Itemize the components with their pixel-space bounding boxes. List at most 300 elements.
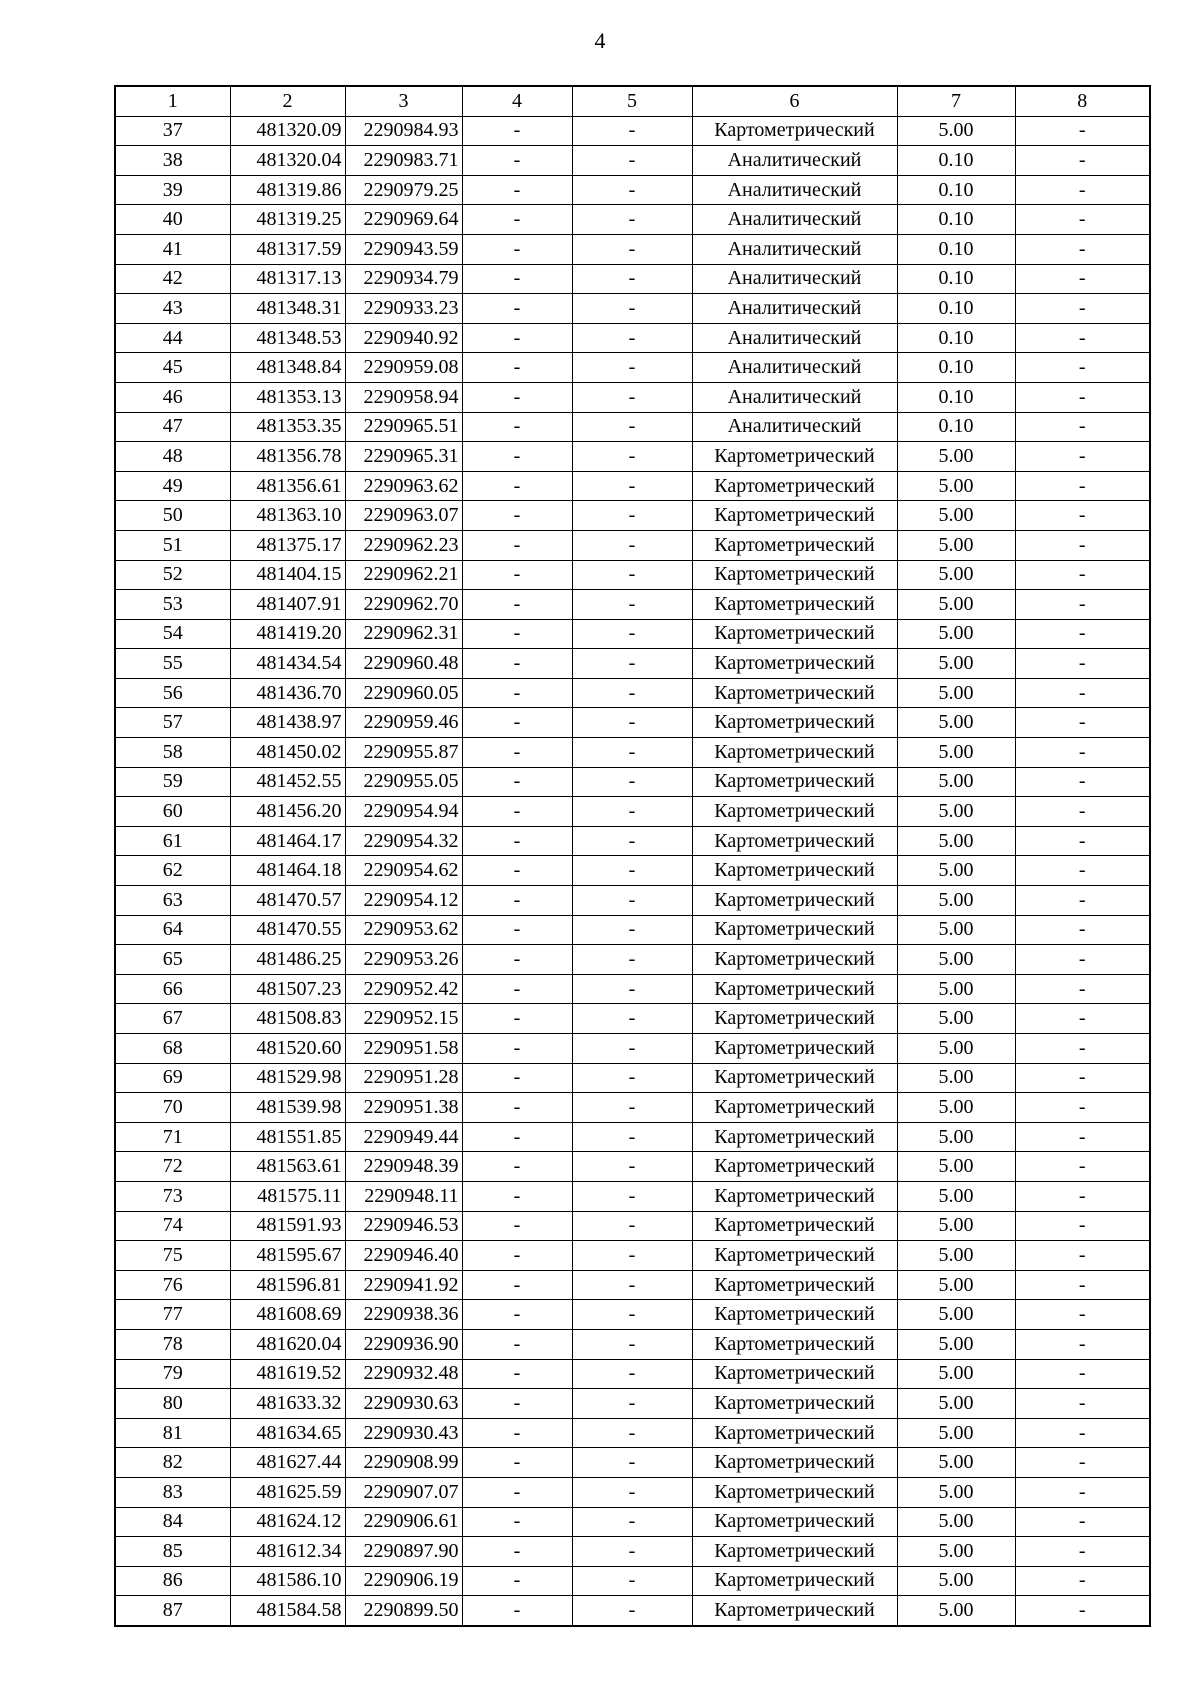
- table-row: [115, 708, 1150, 738]
- y-coordinate-cell: 2290969.64: [345, 205, 462, 235]
- x-coordinate-cell: 481595.67: [230, 1241, 345, 1271]
- col4-cell: -: [462, 382, 572, 412]
- y-coordinate-cell: 2290907.07: [345, 1477, 462, 1507]
- method-cell: Картометрический: [692, 1004, 897, 1034]
- col8-cell: -: [1015, 1152, 1150, 1182]
- col8-cell: -: [1015, 1093, 1150, 1123]
- col8-cell: -: [1015, 471, 1150, 501]
- table-row: [115, 1241, 1150, 1271]
- table-header-row: [115, 86, 1150, 116]
- col8-cell: -: [1015, 1122, 1150, 1152]
- accuracy-cell: 5.00: [897, 767, 1015, 797]
- x-coordinate-cell: 481434.54: [230, 649, 345, 679]
- method-cell: Картометрический: [692, 1093, 897, 1123]
- table-row: [115, 471, 1150, 501]
- y-coordinate-cell: 2290960.05: [345, 678, 462, 708]
- accuracy-cell: 5.00: [897, 856, 1015, 886]
- col5-cell: -: [572, 1241, 692, 1271]
- table-row: [115, 826, 1150, 856]
- table-row: [115, 530, 1150, 560]
- method-cell: Картометрический: [692, 1211, 897, 1241]
- method-cell: Картометрический: [692, 530, 897, 560]
- table-row: [115, 974, 1150, 1004]
- method-cell: Картометрический: [692, 1566, 897, 1596]
- col4-cell: -: [462, 886, 572, 916]
- col5-cell: -: [572, 1596, 692, 1626]
- col8-cell: -: [1015, 530, 1150, 560]
- col4-cell: -: [462, 1063, 572, 1093]
- x-coordinate-cell: 481539.98: [230, 1093, 345, 1123]
- col4-cell: -: [462, 471, 572, 501]
- table-row: [115, 116, 1150, 146]
- y-coordinate-cell: 2290951.38: [345, 1093, 462, 1123]
- x-coordinate-cell: 481508.83: [230, 1004, 345, 1034]
- x-coordinate-cell: 481596.81: [230, 1270, 345, 1300]
- col5-cell: -: [572, 886, 692, 916]
- x-coordinate-cell: 481586.10: [230, 1566, 345, 1596]
- x-coordinate-cell: 481317.59: [230, 234, 345, 264]
- point-number-cell: 51: [115, 530, 230, 560]
- col5-cell: -: [572, 678, 692, 708]
- table-row: [115, 1448, 1150, 1478]
- y-coordinate-cell: 2290962.23: [345, 530, 462, 560]
- accuracy-cell: 5.00: [897, 1122, 1015, 1152]
- x-coordinate-cell: 481608.69: [230, 1300, 345, 1330]
- point-number-cell: 46: [115, 382, 230, 412]
- point-number-cell: 65: [115, 945, 230, 975]
- y-coordinate-cell: 2290946.40: [345, 1241, 462, 1271]
- col8-cell: -: [1015, 323, 1150, 353]
- col8-cell: -: [1015, 945, 1150, 975]
- y-coordinate-cell: 2290979.25: [345, 175, 462, 205]
- method-cell: Картометрический: [692, 1181, 897, 1211]
- method-cell: Картометрический: [692, 590, 897, 620]
- x-coordinate-cell: 481520.60: [230, 1034, 345, 1064]
- col4-cell: -: [462, 323, 572, 353]
- y-coordinate-cell: 2290953.26: [345, 945, 462, 975]
- col4-cell: -: [462, 1211, 572, 1241]
- col4-cell: -: [462, 175, 572, 205]
- col8-cell: -: [1015, 1034, 1150, 1064]
- x-coordinate-cell: 481470.57: [230, 886, 345, 916]
- table-row: [115, 767, 1150, 797]
- y-coordinate-cell: 2290948.39: [345, 1152, 462, 1182]
- col5-cell: -: [572, 1477, 692, 1507]
- table-row: [115, 1507, 1150, 1537]
- x-coordinate-cell: 481563.61: [230, 1152, 345, 1182]
- accuracy-cell: 5.00: [897, 619, 1015, 649]
- y-coordinate-cell: 2290930.63: [345, 1389, 462, 1419]
- method-cell: Аналитический: [692, 294, 897, 324]
- y-coordinate-cell: 2290954.94: [345, 797, 462, 827]
- method-cell: Картометрический: [692, 1152, 897, 1182]
- col5-cell: -: [572, 1122, 692, 1152]
- col4-cell: -: [462, 116, 572, 146]
- y-coordinate-cell: 2290936.90: [345, 1329, 462, 1359]
- col8-cell: -: [1015, 826, 1150, 856]
- column-header-6: 6: [692, 86, 897, 116]
- col8-cell: -: [1015, 797, 1150, 827]
- col4-cell: -: [462, 1448, 572, 1478]
- x-coordinate-cell: 481375.17: [230, 530, 345, 560]
- method-cell: Картометрический: [692, 471, 897, 501]
- accuracy-cell: 5.00: [897, 1004, 1015, 1034]
- method-cell: Картометрический: [692, 797, 897, 827]
- point-number-cell: 53: [115, 590, 230, 620]
- y-coordinate-cell: 2290899.50: [345, 1596, 462, 1626]
- method-cell: Аналитический: [692, 353, 897, 383]
- table-row: [115, 1418, 1150, 1448]
- method-cell: Картометрический: [692, 1359, 897, 1389]
- col8-cell: -: [1015, 1004, 1150, 1034]
- table-row: [115, 886, 1150, 916]
- col4-cell: -: [462, 974, 572, 1004]
- col8-cell: -: [1015, 678, 1150, 708]
- col5-cell: -: [572, 649, 692, 679]
- method-cell: Картометрический: [692, 974, 897, 1004]
- accuracy-cell: 5.00: [897, 886, 1015, 916]
- point-number-cell: 68: [115, 1034, 230, 1064]
- point-number-cell: 56: [115, 678, 230, 708]
- y-coordinate-cell: 2290946.53: [345, 1211, 462, 1241]
- method-cell: Картометрический: [692, 678, 897, 708]
- col5-cell: -: [572, 1181, 692, 1211]
- col5-cell: -: [572, 1093, 692, 1123]
- col5-cell: -: [572, 264, 692, 294]
- col5-cell: -: [572, 590, 692, 620]
- column-header-3: 3: [345, 86, 462, 116]
- column-header-2: 2: [230, 86, 345, 116]
- y-coordinate-cell: 2290954.62: [345, 856, 462, 886]
- table-row: [115, 1359, 1150, 1389]
- point-number-cell: 75: [115, 1241, 230, 1271]
- point-number-cell: 61: [115, 826, 230, 856]
- accuracy-cell: 5.00: [897, 974, 1015, 1004]
- accuracy-cell: 5.00: [897, 116, 1015, 146]
- method-cell: Аналитический: [692, 205, 897, 235]
- method-cell: Аналитический: [692, 175, 897, 205]
- col5-cell: -: [572, 471, 692, 501]
- method-cell: Картометрический: [692, 1389, 897, 1419]
- x-coordinate-cell: 481319.86: [230, 175, 345, 205]
- column-header-4: 4: [462, 86, 572, 116]
- col5-cell: -: [572, 797, 692, 827]
- col5-cell: -: [572, 560, 692, 590]
- col4-cell: -: [462, 767, 572, 797]
- point-number-cell: 49: [115, 471, 230, 501]
- x-coordinate-cell: 481464.18: [230, 856, 345, 886]
- method-cell: Картометрический: [692, 442, 897, 472]
- col4-cell: -: [462, 945, 572, 975]
- method-cell: Картометрический: [692, 1270, 897, 1300]
- point-number-cell: 41: [115, 234, 230, 264]
- col5-cell: -: [572, 1063, 692, 1093]
- col4-cell: -: [462, 1241, 572, 1271]
- x-coordinate-cell: 481319.25: [230, 205, 345, 235]
- y-coordinate-cell: 2290965.31: [345, 442, 462, 472]
- point-number-cell: 58: [115, 738, 230, 768]
- accuracy-cell: 5.00: [897, 1566, 1015, 1596]
- col4-cell: -: [462, 856, 572, 886]
- col8-cell: -: [1015, 1418, 1150, 1448]
- method-cell: Картометрический: [692, 1418, 897, 1448]
- method-cell: Картометрический: [692, 1448, 897, 1478]
- table-row: [115, 797, 1150, 827]
- column-header-8: 8: [1015, 86, 1150, 116]
- accuracy-cell: 0.10: [897, 234, 1015, 264]
- accuracy-cell: 5.00: [897, 501, 1015, 531]
- point-number-cell: 64: [115, 915, 230, 945]
- point-number-cell: 84: [115, 1507, 230, 1537]
- x-coordinate-cell: 481353.13: [230, 382, 345, 412]
- point-number-cell: 79: [115, 1359, 230, 1389]
- col4-cell: -: [462, 146, 572, 176]
- col4-cell: -: [462, 501, 572, 531]
- col4-cell: -: [462, 1477, 572, 1507]
- y-coordinate-cell: 2290948.11: [345, 1181, 462, 1211]
- accuracy-cell: 5.00: [897, 1270, 1015, 1300]
- table-row: [115, 1537, 1150, 1567]
- col5-cell: -: [572, 974, 692, 1004]
- col4-cell: -: [462, 826, 572, 856]
- col8-cell: -: [1015, 1537, 1150, 1567]
- table-row: [115, 1389, 1150, 1419]
- x-coordinate-cell: 481624.12: [230, 1507, 345, 1537]
- y-coordinate-cell: 2290908.99: [345, 1448, 462, 1478]
- y-coordinate-cell: 2290959.08: [345, 353, 462, 383]
- y-coordinate-cell: 2290941.92: [345, 1270, 462, 1300]
- table-row: [115, 175, 1150, 205]
- col8-cell: -: [1015, 708, 1150, 738]
- col8-cell: -: [1015, 175, 1150, 205]
- point-number-cell: 87: [115, 1596, 230, 1626]
- y-coordinate-cell: 2290963.62: [345, 471, 462, 501]
- col4-cell: -: [462, 294, 572, 324]
- col5-cell: -: [572, 708, 692, 738]
- y-coordinate-cell: 2290983.71: [345, 146, 462, 176]
- col8-cell: -: [1015, 560, 1150, 590]
- col8-cell: -: [1015, 1270, 1150, 1300]
- col5-cell: -: [572, 1004, 692, 1034]
- y-coordinate-cell: 2290906.19: [345, 1566, 462, 1596]
- x-coordinate-cell: 481363.10: [230, 501, 345, 531]
- accuracy-cell: 5.00: [897, 649, 1015, 679]
- table-row: [115, 264, 1150, 294]
- method-cell: Картометрический: [692, 1507, 897, 1537]
- x-coordinate-cell: 481353.35: [230, 412, 345, 442]
- table-row: [115, 1300, 1150, 1330]
- table-row: [115, 945, 1150, 975]
- y-coordinate-cell: 2290963.07: [345, 501, 462, 531]
- col4-cell: -: [462, 738, 572, 768]
- col8-cell: -: [1015, 1241, 1150, 1271]
- accuracy-cell: 5.00: [897, 708, 1015, 738]
- point-number-cell: 72: [115, 1152, 230, 1182]
- point-number-cell: 48: [115, 442, 230, 472]
- col5-cell: -: [572, 1389, 692, 1419]
- method-cell: Картометрический: [692, 945, 897, 975]
- accuracy-cell: 0.10: [897, 146, 1015, 176]
- accuracy-cell: 5.00: [897, 1596, 1015, 1626]
- y-coordinate-cell: 2290962.31: [345, 619, 462, 649]
- point-number-cell: 67: [115, 1004, 230, 1034]
- col4-cell: -: [462, 1537, 572, 1567]
- x-coordinate-cell: 481404.15: [230, 560, 345, 590]
- x-coordinate-cell: 481591.93: [230, 1211, 345, 1241]
- accuracy-cell: 0.10: [897, 205, 1015, 235]
- method-cell: Картометрический: [692, 886, 897, 916]
- col4-cell: -: [462, 619, 572, 649]
- x-coordinate-cell: 481625.59: [230, 1477, 345, 1507]
- col8-cell: -: [1015, 738, 1150, 768]
- table-row: [115, 1181, 1150, 1211]
- accuracy-cell: 5.00: [897, 1241, 1015, 1271]
- col8-cell: -: [1015, 205, 1150, 235]
- accuracy-cell: 0.10: [897, 294, 1015, 324]
- coordinates-table: [114, 85, 1151, 1627]
- y-coordinate-cell: 2290952.15: [345, 1004, 462, 1034]
- point-number-cell: 63: [115, 886, 230, 916]
- point-number-cell: 59: [115, 767, 230, 797]
- point-number-cell: 44: [115, 323, 230, 353]
- point-number-cell: 39: [115, 175, 230, 205]
- x-coordinate-cell: 481507.23: [230, 974, 345, 1004]
- y-coordinate-cell: 2290954.12: [345, 886, 462, 916]
- point-number-cell: 62: [115, 856, 230, 886]
- point-number-cell: 42: [115, 264, 230, 294]
- col4-cell: -: [462, 1270, 572, 1300]
- table-row: [115, 323, 1150, 353]
- accuracy-cell: 5.00: [897, 1359, 1015, 1389]
- point-number-cell: 85: [115, 1537, 230, 1567]
- y-coordinate-cell: 2290962.70: [345, 590, 462, 620]
- col8-cell: -: [1015, 264, 1150, 294]
- x-coordinate-cell: 481419.20: [230, 619, 345, 649]
- table-row: [115, 1063, 1150, 1093]
- y-coordinate-cell: 2290938.36: [345, 1300, 462, 1330]
- table-row: [115, 501, 1150, 531]
- x-coordinate-cell: 481584.58: [230, 1596, 345, 1626]
- col5-cell: -: [572, 205, 692, 235]
- col8-cell: -: [1015, 1063, 1150, 1093]
- col8-cell: -: [1015, 116, 1150, 146]
- accuracy-cell: 0.10: [897, 175, 1015, 205]
- accuracy-cell: 0.10: [897, 353, 1015, 383]
- table-row: [115, 915, 1150, 945]
- accuracy-cell: 5.00: [897, 1063, 1015, 1093]
- x-coordinate-cell: 481348.31: [230, 294, 345, 324]
- col4-cell: -: [462, 1418, 572, 1448]
- method-cell: Картометрический: [692, 1329, 897, 1359]
- x-coordinate-cell: 481470.55: [230, 915, 345, 945]
- col8-cell: -: [1015, 412, 1150, 442]
- point-number-cell: 66: [115, 974, 230, 1004]
- col5-cell: -: [572, 1211, 692, 1241]
- point-number-cell: 76: [115, 1270, 230, 1300]
- accuracy-cell: 5.00: [897, 1211, 1015, 1241]
- accuracy-cell: 5.00: [897, 1300, 1015, 1330]
- x-coordinate-cell: 481452.55: [230, 767, 345, 797]
- col8-cell: -: [1015, 501, 1150, 531]
- table-row: [115, 1566, 1150, 1596]
- table-row: [115, 678, 1150, 708]
- x-coordinate-cell: 481627.44: [230, 1448, 345, 1478]
- x-coordinate-cell: 481356.78: [230, 442, 345, 472]
- table-row: [115, 1093, 1150, 1123]
- point-number-cell: 54: [115, 619, 230, 649]
- col4-cell: -: [462, 590, 572, 620]
- accuracy-cell: 5.00: [897, 1093, 1015, 1123]
- table-row: [115, 1596, 1150, 1626]
- y-coordinate-cell: 2290952.42: [345, 974, 462, 1004]
- accuracy-cell: 5.00: [897, 1389, 1015, 1419]
- method-cell: Аналитический: [692, 412, 897, 442]
- col8-cell: -: [1015, 767, 1150, 797]
- method-cell: Картометрический: [692, 826, 897, 856]
- y-coordinate-cell: 2290960.48: [345, 649, 462, 679]
- x-coordinate-cell: 481348.84: [230, 353, 345, 383]
- method-cell: Картометрический: [692, 1241, 897, 1271]
- col5-cell: -: [572, 442, 692, 472]
- col5-cell: -: [572, 294, 692, 324]
- col8-cell: -: [1015, 1389, 1150, 1419]
- y-coordinate-cell: 2290984.93: [345, 116, 462, 146]
- accuracy-cell: 5.00: [897, 1152, 1015, 1182]
- col8-cell: -: [1015, 1596, 1150, 1626]
- col8-cell: -: [1015, 382, 1150, 412]
- x-coordinate-cell: 481317.13: [230, 264, 345, 294]
- col4-cell: -: [462, 915, 572, 945]
- col4-cell: -: [462, 264, 572, 294]
- table-row: [115, 1122, 1150, 1152]
- col5-cell: -: [572, 1152, 692, 1182]
- point-number-cell: 40: [115, 205, 230, 235]
- point-number-cell: 77: [115, 1300, 230, 1330]
- col5-cell: -: [572, 1448, 692, 1478]
- col8-cell: -: [1015, 1566, 1150, 1596]
- method-cell: Аналитический: [692, 146, 897, 176]
- col8-cell: -: [1015, 1300, 1150, 1330]
- x-coordinate-cell: 481529.98: [230, 1063, 345, 1093]
- point-number-cell: 52: [115, 560, 230, 590]
- col4-cell: -: [462, 1389, 572, 1419]
- col8-cell: -: [1015, 294, 1150, 324]
- y-coordinate-cell: 2290897.90: [345, 1537, 462, 1567]
- table-row: [115, 1152, 1150, 1182]
- method-cell: Картометрический: [692, 1034, 897, 1064]
- x-coordinate-cell: 481320.04: [230, 146, 345, 176]
- x-coordinate-cell: 481551.85: [230, 1122, 345, 1152]
- col4-cell: -: [462, 1034, 572, 1064]
- col4-cell: -: [462, 649, 572, 679]
- column-header-5: 5: [572, 86, 692, 116]
- method-cell: Картометрический: [692, 856, 897, 886]
- y-coordinate-cell: 2290962.21: [345, 560, 462, 590]
- accuracy-cell: 5.00: [897, 1537, 1015, 1567]
- col5-cell: -: [572, 382, 692, 412]
- x-coordinate-cell: 481450.02: [230, 738, 345, 768]
- method-cell: Картометрический: [692, 116, 897, 146]
- col4-cell: -: [462, 353, 572, 383]
- point-number-cell: 43: [115, 294, 230, 324]
- table-row: [115, 294, 1150, 324]
- y-coordinate-cell: 2290958.94: [345, 382, 462, 412]
- table-row: [115, 234, 1150, 264]
- col5-cell: -: [572, 353, 692, 383]
- col4-cell: -: [462, 442, 572, 472]
- y-coordinate-cell: 2290934.79: [345, 264, 462, 294]
- col5-cell: -: [572, 530, 692, 560]
